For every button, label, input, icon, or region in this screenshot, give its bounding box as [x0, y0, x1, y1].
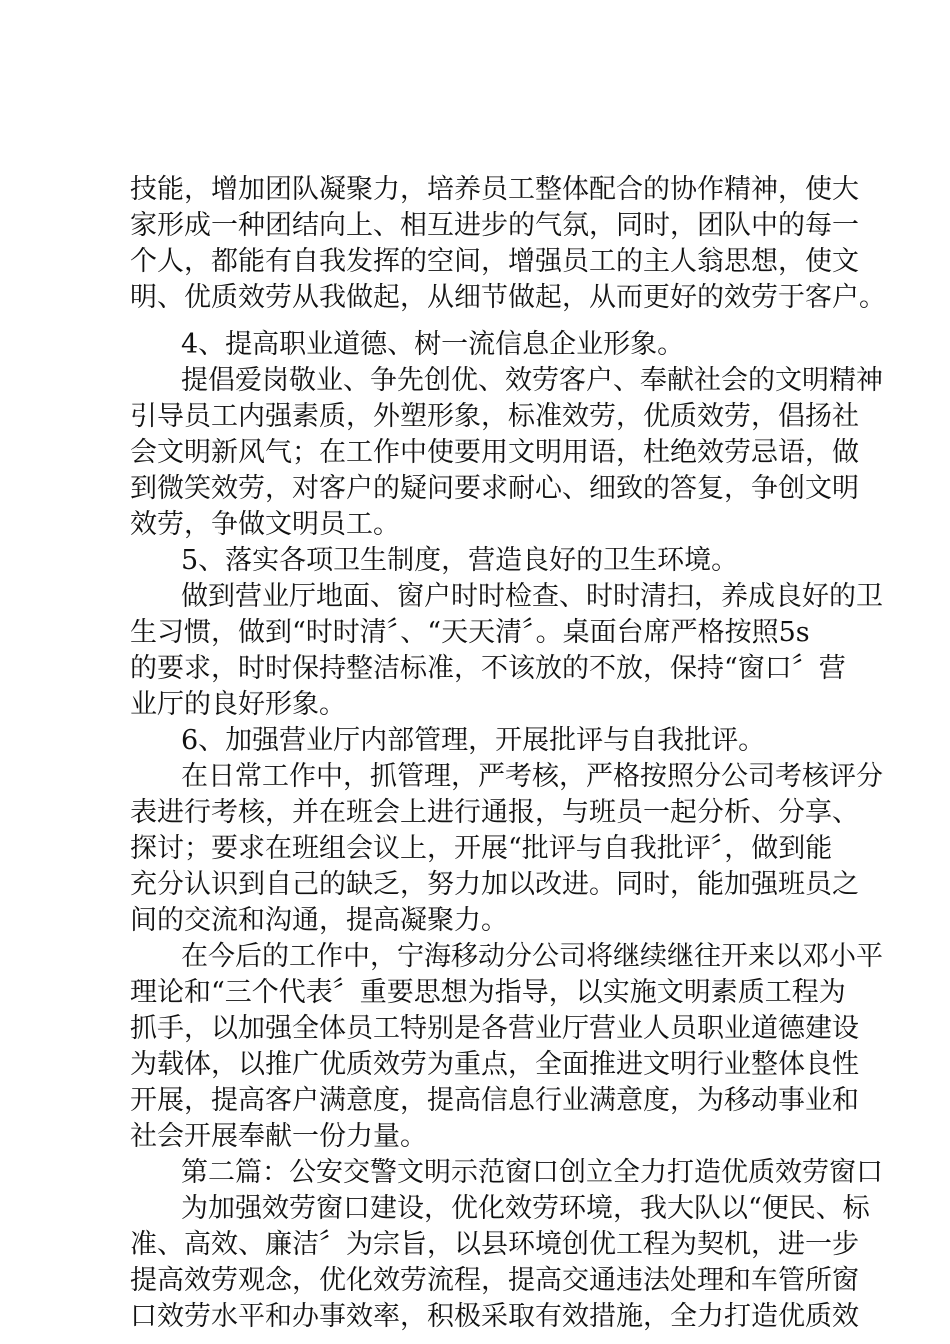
text-line: 技能，增加团队凝聚力，培养员工整体配合的协作精神，使大	[130, 174, 859, 205]
text-line: 社会开展奉献一份力量。	[130, 1121, 427, 1152]
text-line: 明、优质效劳从我做起，从细节做起，从而更好的效劳于客户。	[130, 282, 886, 313]
text-line: 到微笑效劳，对客户的疑问要求耐心、细致的答复，争创文明	[130, 473, 859, 504]
section-heading: 4、提高职业道德、树一流信息企业形象。	[181, 329, 685, 360]
text-line: 为载体，以推广优质效劳为重点，全面推进文明行业整体良性	[130, 1049, 859, 1080]
text-line: 引导员工内强素质，外塑形象，标准效劳，优质效劳，倡扬社	[130, 401, 859, 432]
text-line: 间的交流和沟通，提高凝聚力。	[130, 905, 508, 936]
text-line: 业厅的良好形象。	[130, 689, 346, 720]
text-line: 会文明新风气；在工作中使要用文明用语，杜绝效劳忌语，做	[130, 437, 859, 468]
text-line: 开展，提高客户满意度，提高信息行业满意度，为移动事业和	[130, 1085, 859, 1116]
text-line: 在今后的工作中，宁海移动分公司将继续继往开来以邓小平	[181, 941, 883, 972]
chapter-heading: 第二篇：公安交警文明示范窗口创立全力打造优质效劳窗口	[181, 1157, 883, 1188]
text-line: 准、高效、廉洁〞为宗旨，以县环境创优工程为契机，进一步	[130, 1229, 859, 1260]
section-heading: 5、落实各项卫生制度，营造良好的卫生环境。	[181, 545, 739, 576]
text-line: 提倡爱岗敬业、争先创优、效劳客户、奉献社会的文明精神	[181, 365, 883, 396]
text-line: 做到营业厅地面、窗户时时检查、时时清扫，养成良好的卫	[181, 581, 883, 612]
text-line: 探讨；要求在班组会议上，开展“批评与自我批评〞，做到能	[130, 833, 833, 864]
text-line: 充分认识到自己的缺乏，努力加以改进。同时，能加强班员之	[130, 869, 859, 900]
text-line: 效劳，争做文明员工。	[130, 509, 400, 540]
text-line: 口效劳水平和办事效率，积极采取有效措施，全力打造优质效	[130, 1301, 859, 1332]
text-line: 表进行考核，并在班会上进行通报，与班员一起分析、分享、	[130, 797, 859, 828]
text-line: 抓手，以加强全体员工特别是各营业厅营业人员职业道德建设	[130, 1013, 859, 1044]
section-heading: 6、加强营业厅内部管理，开展批评与自我批评。	[181, 725, 766, 756]
text-line: 为加强效劳窗口建设，优化效劳环境，我大队以“便民、标	[181, 1193, 870, 1224]
text-line: 家形成一种团结向上、相互进步的气氛，同时，团队中的每一	[130, 210, 859, 241]
text-line: 个人，都能有自我发挥的空间，增强员工的主人翁思想，使文	[130, 246, 859, 277]
text-line: 在日常工作中，抓管理，严考核，严格按照分公司考核评分	[181, 761, 883, 792]
text-line: 理论和“三个代表〞重要思想为指导，以实施文明素质工程为	[130, 977, 846, 1008]
text-line: 的要求，时时保持整洁标准，不该放的不放，保持“窗口〞营	[130, 653, 846, 684]
text-line: 提高效劳观念，优化效劳流程，提高交通违法处理和车管所窗	[130, 1265, 859, 1296]
text-line: 生习惯，做到“时时清〞、“天天清〞。桌面台席严格按照5s	[130, 617, 810, 648]
